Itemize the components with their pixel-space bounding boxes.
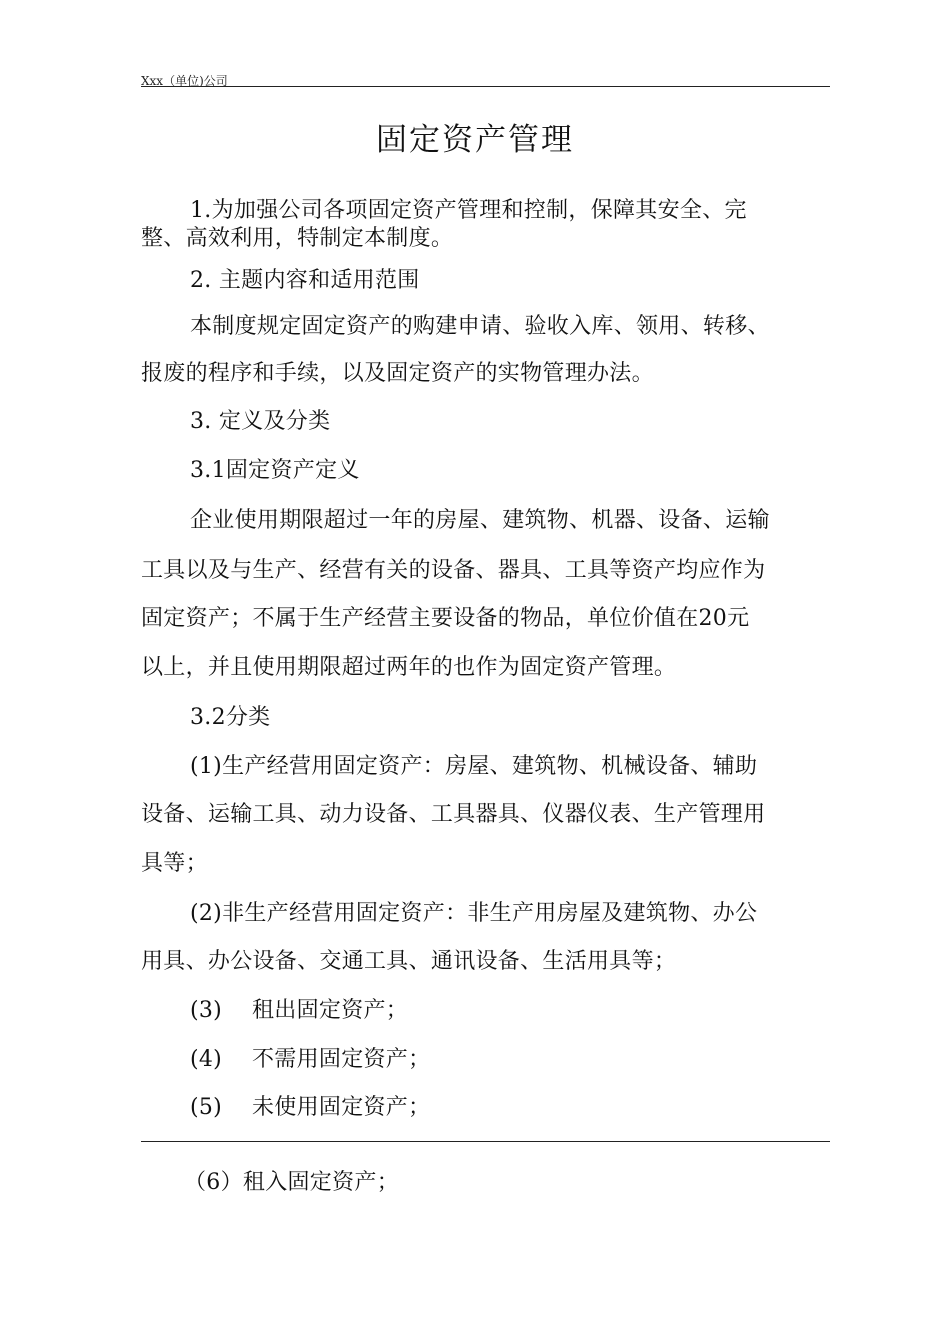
category-4-number: (4) (190, 1047, 223, 1072)
paragraph-1-line-1: 1.为加强公司各项固定资产管理和控制，保障其安全、完 (190, 198, 747, 223)
section-3-heading: 3. 定义及分类 (190, 409, 331, 434)
paragraph-2-line-2: 报废的程序和手续，以及固定资产的实物管理办法。 (141, 361, 654, 386)
category-3-text: 租出固定资产； (252, 998, 409, 1023)
paragraph-3-1-line-4: 以上，并且使用期限超过两年的也作为固定资产管理。 (141, 655, 677, 680)
category-3-number: (3) (190, 998, 223, 1023)
category-6-item: （6）租入固定资产； (184, 1170, 399, 1195)
category-5-number: (5) (190, 1095, 223, 1120)
section-3-2-heading: 3.2分类 (190, 705, 271, 730)
paragraph-3-1-line-2: 工具以及与生产、经营有关的设备、器具、工具等资产均应作为 (141, 558, 766, 583)
category-1-line-3: 具等； (141, 851, 208, 876)
category-4-item (190, 1045, 430, 1075)
category-2-line-1: (2)非生产经营用固定资产：非生产用房屋及建筑物、办公 (190, 901, 758, 926)
category-3-item (190, 996, 408, 1026)
document-title: 固定资产管理 (376, 122, 574, 158)
page-break-divider (141, 1141, 830, 1142)
category-1-line-2: 设备、运输工具、动力设备、工具器具、仪器仪表、生产管理用 (141, 802, 766, 827)
category-2-line-2: 用具、办公设备、交通工具、通讯设备、生活用具等； (141, 949, 677, 974)
category-5-item (190, 1093, 430, 1123)
section-3-1-heading: 3.1固定资产定义 (190, 458, 360, 483)
category-1-line-1: (1)生产经营用固定资产：房屋、建筑物、机械设备、辅助 (190, 754, 758, 779)
paragraph-2-line-1: 本制度规定固定资产的购建申请、验收入库、领用、转移、 (190, 314, 770, 339)
paragraph-3-1-line-1: 企业使用期限超过一年的房屋、建筑物、机器、设备、运输 (190, 508, 770, 533)
paragraph-3-1-line-3: 固定资产；不属于生产经营主要设备的物品，单位价值在20元 (141, 606, 750, 631)
page-header-text: Xxx（单位)公司 (141, 74, 228, 88)
category-4-text: 不需用固定资产； (252, 1047, 431, 1072)
category-5-text: 未使用固定资产； (252, 1095, 431, 1120)
header-divider (141, 86, 830, 87)
paragraph-1-line-2: 整、高效利用，特制定本制度。 (141, 226, 454, 251)
section-2-heading: 2. 主题内容和适用范围 (190, 268, 420, 293)
